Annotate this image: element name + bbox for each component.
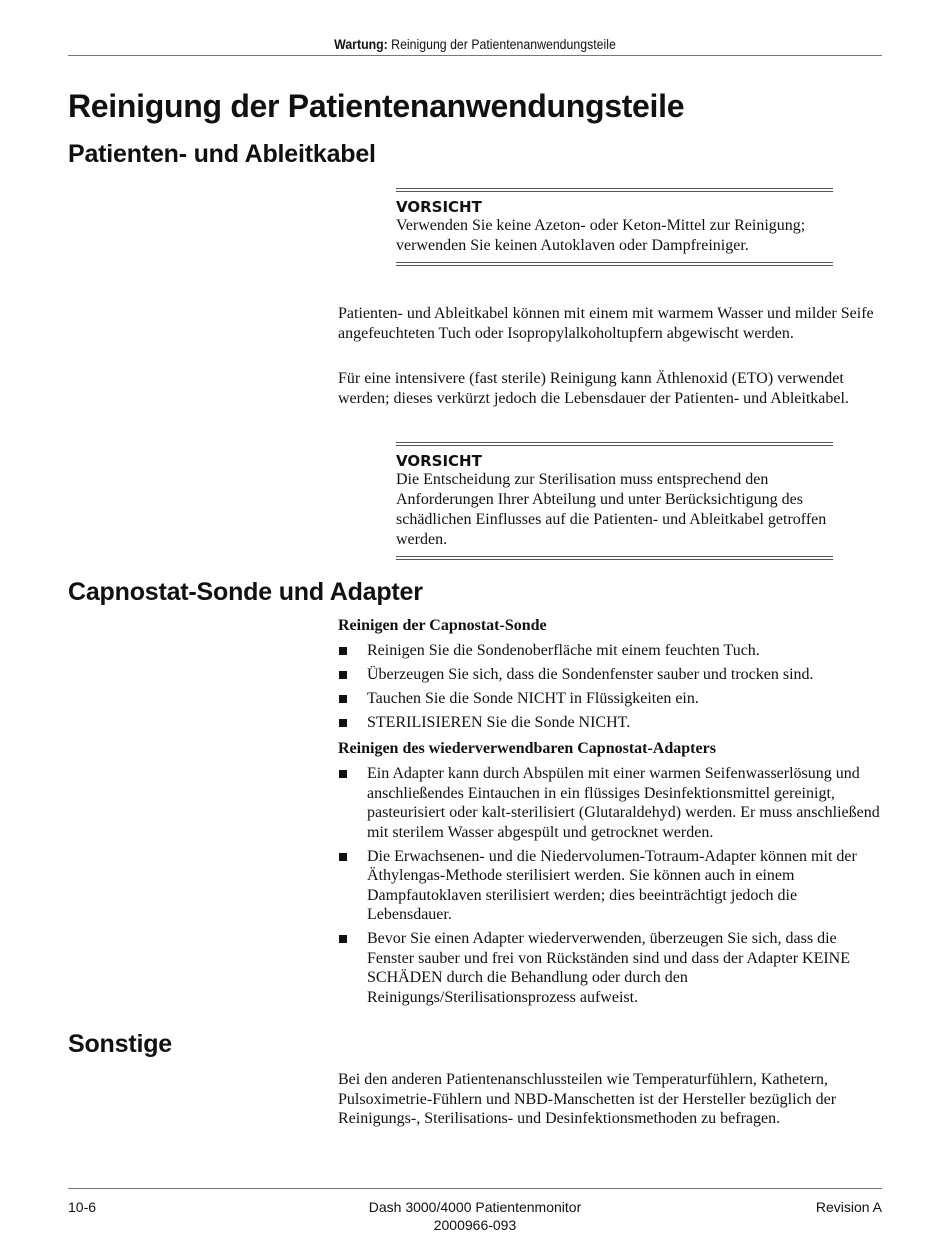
footer-page-number: 10-6 xyxy=(68,1199,97,1215)
list-item: Bevor Sie einen Adapter wiederverwenden, überzeugen Sie sich, dass die Fenster sauber und frei von Rückständen sind und dass der Adapter KEINE SCHÄDEN durch die Behandlung oder durch den Reinigungs/Sterilisationsprozess aufweist. xyxy=(338,929,884,1007)
footer-product-name: Dash 3000/4000 Patientenmonitor xyxy=(368,1199,582,1215)
list-item: Reinigen Sie die Sondenoberfläche mit einem feuchten Tuch. xyxy=(338,641,884,661)
adapter-cleaning-list xyxy=(338,764,884,1012)
list-item: Tauchen Sie die Sonde NICHT in Flüssigkeiten ein. xyxy=(338,689,884,709)
probe-cleaning-list xyxy=(338,641,884,737)
list-item: Überzeugen Sie sich, dass die Sondenfenster sauber und trocken sind. xyxy=(338,665,884,685)
header-rule xyxy=(68,55,882,56)
caution-bottom-rule xyxy=(396,556,833,560)
footer-revision: Revision A xyxy=(815,1199,882,1215)
subheading-probe: Reinigen der Capnostat-Sonde xyxy=(338,617,547,634)
caution-text: Verwenden Sie keine Azeton- oder Keton-Mittel zur Reinigung; verwenden Sie keinen Autoklaven oder Dampfreiniger. xyxy=(396,217,806,254)
cables-paragraph-1: Patienten- und Ableitkabel können mit einem mit warmem Wasser und milder Seife angefeuchteten Tuch oder Isopropylalkoholtupfern abgewischt werden. xyxy=(338,305,874,342)
section-heading-capnostat: Capnostat-Sonde und Adapter xyxy=(68,578,423,606)
section-heading-cables: Patienten- und Ableitkabel xyxy=(68,140,376,168)
footer-product xyxy=(300,1198,650,1234)
list-item: Die Erwachsenen- und die Niedervolumen-Totraum-Adapter können mit der Äthylengas-Methode sterilisiert werden. Sie können auch in einem Dampfautoklaven sterilisiert werden; dies beeinträchtigt jedoch die Lebensdauer. xyxy=(338,847,884,925)
caution-title: VORSICHT xyxy=(396,452,482,470)
section-heading-other: Sonstige xyxy=(68,1030,172,1058)
footer-document-number: 2000966-093 xyxy=(433,1217,517,1233)
running-header-text: Reinigung der Patientenanwendungsteile xyxy=(391,36,616,52)
list-item: Ein Adapter kann durch Abspülen mit einer warmen Seifenwasserlösung und anschließendes Eintauchen in ein flüssiges Desinfektionsmittel gereinigt, pasteurisiert oder kalt-sterilisiert (Glutaraldehyd) werden. Er muss anschließend mit sterilem Wasser abgespült und getrocknet werden. xyxy=(338,764,884,842)
caution-bottom-rule xyxy=(396,262,833,266)
cables-paragraph-2: Für eine intensivere (fast sterile) Reinigung kann Äthlenoxid (ETO) verwendet werden; dieses verkürzt jedoch die Lebensdauer der Patienten- und Ableitkabel. xyxy=(338,370,849,407)
caution-box-1 xyxy=(396,188,833,266)
caution-text: Die Entscheidung zur Sterilisation muss entsprechend den Anforderungen Ihrer Abteilung und unter Berücksichtigung des schädlichen Einflusses auf die Patienten- und Ableitkabel getroffen werden. xyxy=(396,471,827,548)
footer-rule xyxy=(68,1188,882,1189)
caution-top-rule xyxy=(396,188,833,192)
caution-box-2 xyxy=(396,442,833,560)
running-header-label: Wartung: xyxy=(334,36,388,52)
caution-top-rule xyxy=(396,442,833,446)
other-paragraph: Bei den anderen Patientenanschlussteilen wie Temperaturfühlern, Kathetern, Pulsoximetrie-Fühlern und NBD-Manschetten ist der Hersteller bezüglich der Reinigungs-, Sterilisations- und Desinfektionsmethoden zu befragen. xyxy=(338,1071,837,1127)
running-header xyxy=(117,36,833,52)
subheading-adapter: Reinigen des wiederverwendbaren Capnostat-Adapters xyxy=(338,740,716,757)
caution-title: VORSICHT xyxy=(396,198,482,216)
page-title: Reinigung der Patientenanwendungsteile xyxy=(68,88,685,124)
list-item: STERILISIEREN Sie die Sonde NICHT. xyxy=(338,713,884,733)
